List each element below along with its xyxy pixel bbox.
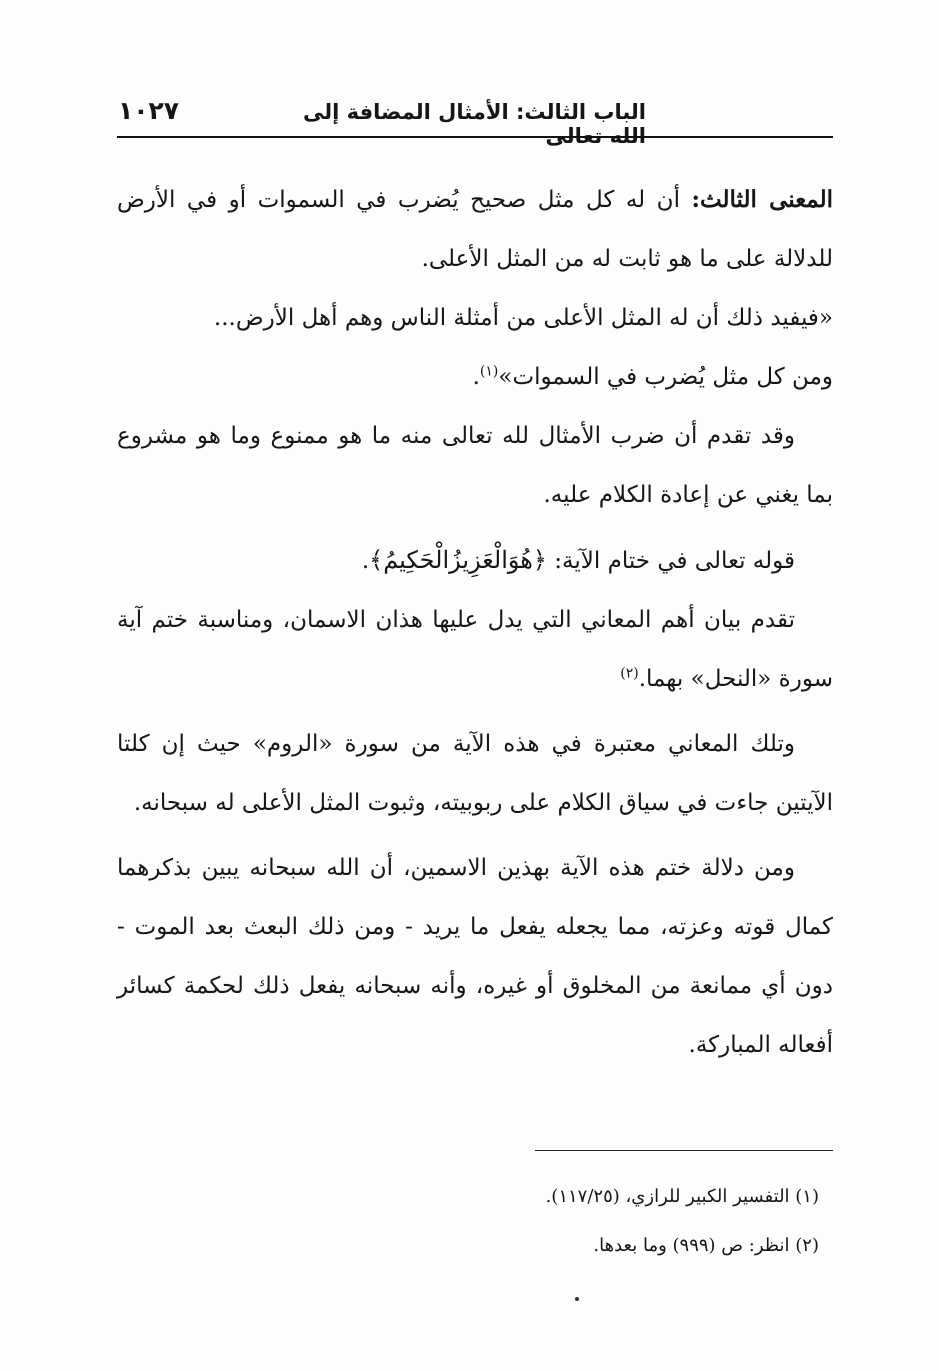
header-rule xyxy=(117,136,833,138)
quote-line-1: «فيفيد ذلك أن له المثل الأعلى من أمثلة الناس وهم أهل الأرض... xyxy=(213,305,833,331)
paragraph-quote xyxy=(117,289,833,407)
footnote-ref-2: (٢) xyxy=(620,665,639,682)
paragraph-third-meaning xyxy=(117,170,833,289)
footnote-separator xyxy=(535,1150,833,1151)
third-meaning-text: أن له كل مثل صحيح يُضرب في السموات أو في الأرض للدلالة على ما هو ثابت له من المثل الأعلى. xyxy=(117,187,833,272)
footnote-1: (١) التفسير الكبير للرازي، (١١٧/٢٥). xyxy=(545,1186,819,1207)
paragraph-closing-names: ومن دلالة ختم هذه الآية بهذين الاسمين، أن الله سبحانه يبين بذكرهما كمال قوته وعزته، مما يجعله يفعل ما يريد - ومن ذلك البعث بعد الموت - دون أي ممانعة من المخلوق أو غيره، وأنه سبحانه يفعل ذلك لحكمة كسائر أفعاله المباركة. xyxy=(117,855,833,1058)
quran-verse: ﴿هُوَالْعَزِيزُالْحَكِيمُ﴾ xyxy=(369,546,547,574)
quote-end: . xyxy=(472,364,480,390)
verse-end: . xyxy=(361,548,370,574)
names-meaning-text: تقدم بيان أهم المعاني التي يدل عليها هذان الاسمان، ومناسبة ختم آية سورة «النحل» بهما. xyxy=(117,607,833,692)
paragraph-previously-discussed: وقد تقدم أن ضرب الأمثال لله تعالى منه ما هو ممنوع وما هو مشروع بما يغني عن إعادة الكلام عليه. xyxy=(117,423,833,508)
verse-intro: قوله تعالى في ختام الآية: xyxy=(546,548,795,574)
footnote-2: (٢) انظر: ص (٩٩٩) وما بعدها. xyxy=(593,1235,819,1256)
scan-speck xyxy=(575,1297,579,1301)
paragraph-rum-surah: وتلك المعاني معتبرة في هذه الآية من سورة «الروم» حيث إن كلتا الآيتين جاءت في سياق الكلام على ربوبيته، وثبوت المثل الأعلى له سبحانه. xyxy=(117,731,833,816)
page-number: ١٠٢٧ xyxy=(118,96,180,125)
footnotes xyxy=(117,1172,833,1270)
paragraph-verse-ending xyxy=(117,531,833,591)
main-text xyxy=(117,170,833,1075)
paragraph-names-meaning xyxy=(117,591,833,709)
quote-line-2: ومن كل مثل يُضرب في السموات» xyxy=(498,364,833,390)
running-header-title: الباب الثالث: الأمثال المضافة إلى الله تعالى xyxy=(302,100,646,148)
third-meaning-heading: المعنى الثالث: xyxy=(691,186,834,213)
footnote-ref-1: (١) xyxy=(479,363,499,380)
